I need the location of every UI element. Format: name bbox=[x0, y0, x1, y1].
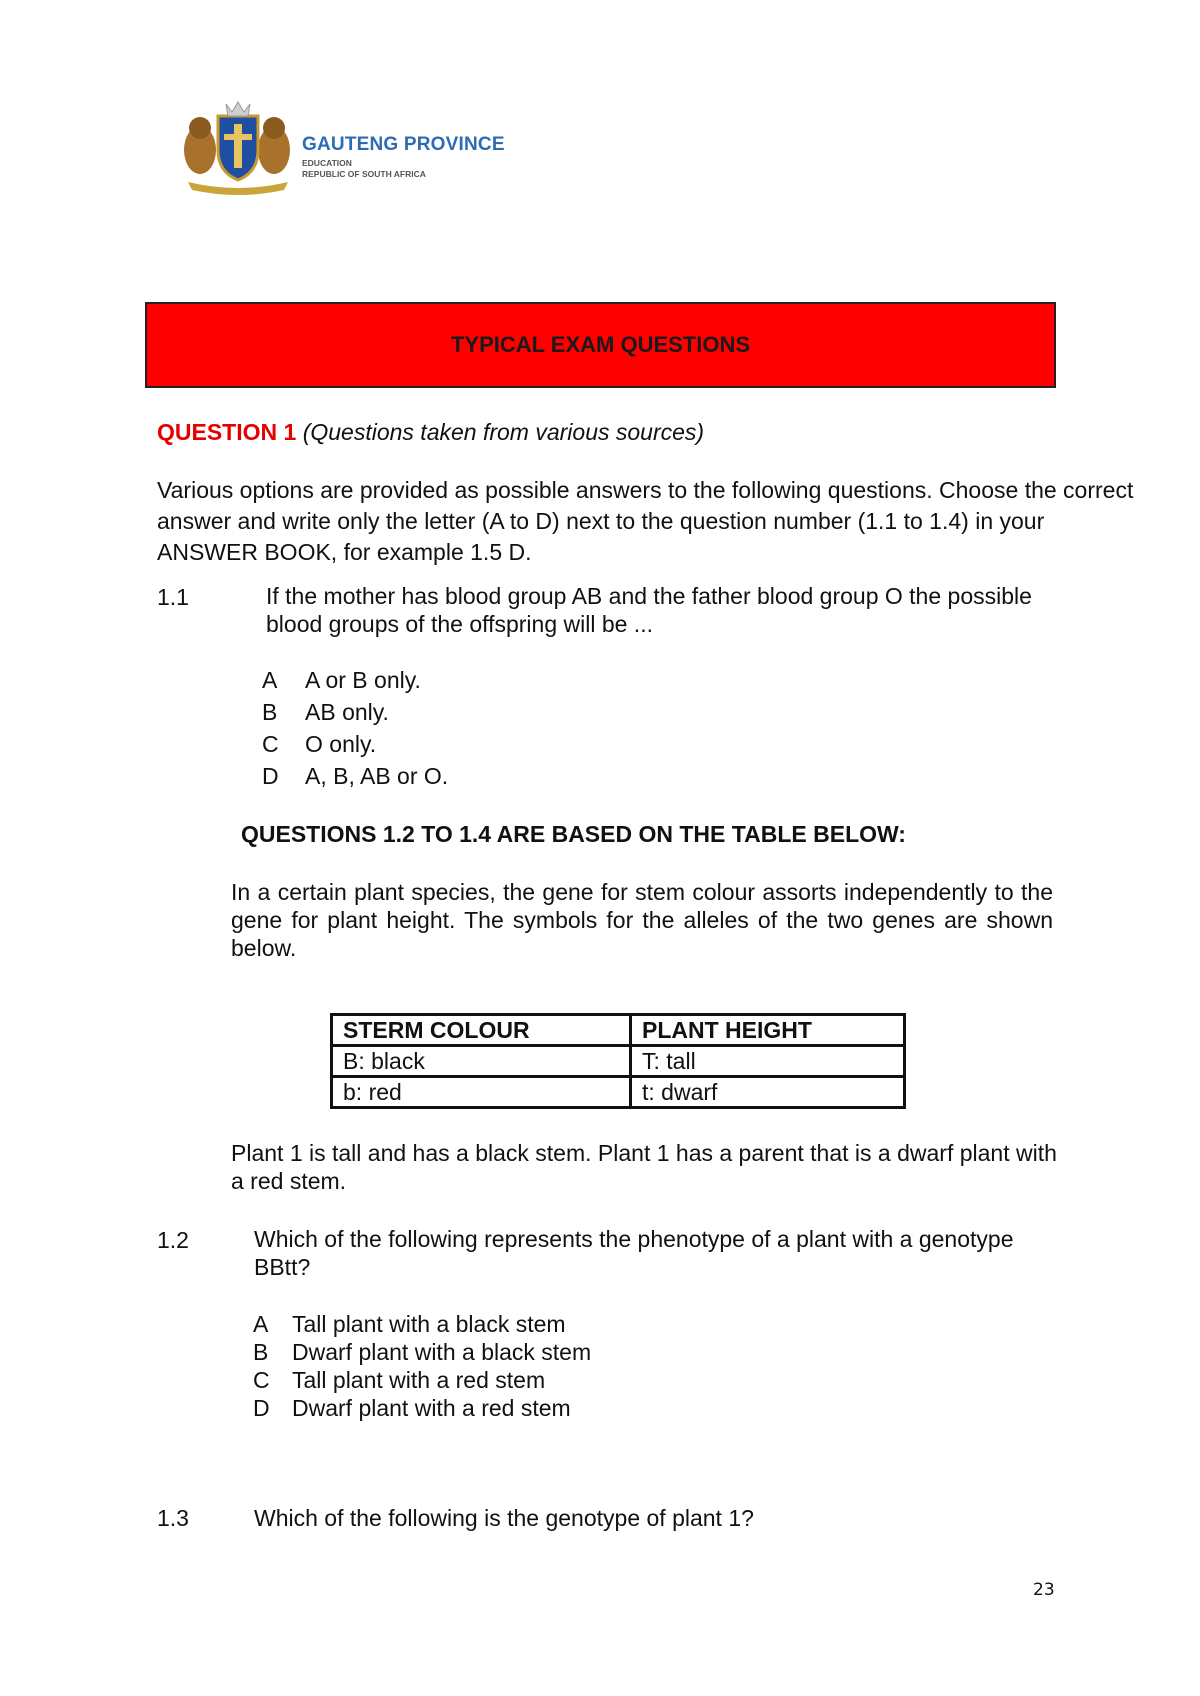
instructions: Various options are provided as possible answers to the following questions. Choose the correct answer and write only the letter (A to D) next to the question number (1.1 to 1.4) in your ANSWER BOOK, for example 1.5 D. bbox=[157, 477, 1134, 565]
table-row bbox=[332, 1046, 905, 1077]
table-header-cell: PLANT HEIGHT bbox=[631, 1015, 905, 1046]
table-intro-paragraph: In a certain plant species, the gene for stem colour assorts independently to the gene for plant height. The symbols for the alleles of the two genes are shown below. bbox=[231, 879, 1053, 961]
logo-subtitle-country: REPUBLIC OF SOUTH AFRICA bbox=[302, 169, 426, 179]
option-letter: C bbox=[262, 731, 279, 757]
question-number: 1.3 bbox=[157, 1505, 189, 1531]
logo-subtitle-education: EDUCATION bbox=[302, 158, 352, 168]
table-header-row bbox=[332, 1015, 905, 1046]
option-text: Dwarf plant with a red stem bbox=[292, 1395, 571, 1421]
table-cell: b: red bbox=[332, 1077, 631, 1108]
option-text: Tall plant with a red stem bbox=[292, 1367, 546, 1393]
question-number: 1.1 bbox=[157, 584, 189, 610]
option-text: Dwarf plant with a black stem bbox=[292, 1339, 592, 1365]
question-number: 1.2 bbox=[157, 1227, 189, 1253]
section-banner bbox=[145, 302, 1056, 388]
plant1-description: Plant 1 is tall and has a black stem. Plant 1 has a parent that is a dwarf plant with a red stem. bbox=[231, 1140, 1057, 1194]
coat-of-arms-icon bbox=[178, 98, 298, 198]
banner-title: TYPICAL EXAM QUESTIONS bbox=[450, 332, 751, 357]
option-text: A, B, AB or O. bbox=[305, 763, 449, 789]
table-cell: B: black bbox=[332, 1046, 631, 1077]
option-text: AB only. bbox=[305, 699, 389, 725]
allele-table bbox=[330, 1013, 906, 1109]
table-cell: t: dwarf bbox=[631, 1077, 905, 1108]
option-text: O only. bbox=[305, 731, 377, 757]
table-cell: T: tall bbox=[631, 1046, 905, 1077]
option-letter: D bbox=[253, 1395, 270, 1421]
question-stem: Which of the following represents the phenotype of a plant with a genotype BBtt? bbox=[254, 1226, 1014, 1280]
question-stem: Which of the following is the genotype of plant 1? bbox=[254, 1505, 754, 1531]
option-letter: B bbox=[262, 699, 278, 725]
option-letter: C bbox=[253, 1367, 270, 1393]
question-stem: If the mother has blood group AB and the father blood group O the possible blood groups of the offspring will be ... bbox=[266, 583, 1032, 637]
option-text: A or B only. bbox=[305, 667, 421, 693]
option-letter: D bbox=[262, 763, 279, 789]
logo-title: GAUTENG PROVINCE bbox=[302, 134, 505, 155]
question-source-note: (Questions taken from various sources) bbox=[302, 419, 705, 445]
option-letter: A bbox=[253, 1311, 269, 1337]
page-number: 23 bbox=[1033, 1580, 1055, 1600]
table-reference-heading: QUESTIONS 1.2 TO 1.4 ARE BASED ON THE TABLE BELOW: bbox=[241, 821, 906, 847]
table-row bbox=[332, 1077, 905, 1108]
option-text: Tall plant with a black stem bbox=[292, 1311, 566, 1337]
option-letter: A bbox=[262, 667, 278, 693]
question-label: QUESTION 1 bbox=[157, 419, 297, 445]
gauteng-logo bbox=[178, 98, 508, 198]
question-heading bbox=[157, 417, 704, 447]
option-letter: B bbox=[253, 1339, 269, 1365]
table-header-cell: STERM COLOUR bbox=[332, 1015, 631, 1046]
